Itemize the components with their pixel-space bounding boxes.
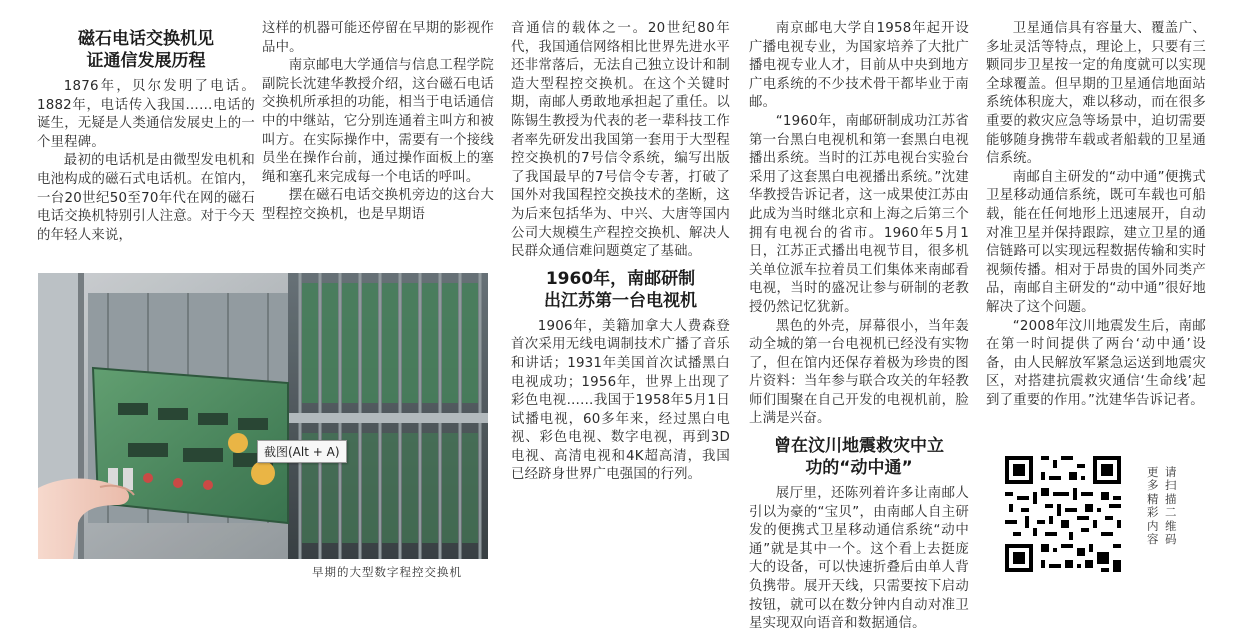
- switchboard-illustration: [38, 273, 488, 559]
- qr-note: [1145, 466, 1181, 566]
- paragraph: 最初的电话机是由微型发电机和电池构成的磁石式电话机。在馆内，一台20世纪50至70年代在网的磁石电话交换机特别引人注意。对于今天的年轻人来说，: [37, 153, 255, 243]
- qr-note-line: 请扫描二维码: [1165, 465, 1177, 547]
- qr-code[interactable]: [1001, 452, 1125, 576]
- paragraph: 南京邮电大学通信与信息工程学院副院长沈建华教授介绍，这台磁石电话交换机所承担的功能，相当于电话通信中的中继站，它分别连通着主叫方和被叫方。在实际操作中，需要有一个接线员坐在操作台前，通过操作面板上的塞绳和塞孔来完成每一个电话的呼叫。: [262, 58, 494, 185]
- paragraph: 1906年，美籍加拿大人费森登首次采用无线电调制技术广播了音乐和讲话；1931年美国首次试播黑白电视成功；1956年，世界上出现了彩色电视……我国于1958年5月1日试播电视，60多年来，经过黑白电视、彩色电视、数字电视，再到3D电视、高清电视和4K超高清，我国已经跻身世界广电强国的行列。: [511, 318, 730, 483]
- paragraph: 音通信的载体之一。20世纪80年代，我国通信网络相比世界先进水平还非常落后，无法自己独立设计和制造大型程控交换机。在这个关键时期，南邮人勇敢地承担起了重任。以陈锡生教授为代表的老一辈科技工作者率先研发出我国第一套用于大型程控交换机的7号信令系统，编写出版了我国最早的7号信令专著，打破了国外对我国程控交换技术的垄断，这为后来包括华为、中兴、大唐等国内公司大规模生产程控交换机、解决人民群众通信难问题奠定了基础。: [511, 21, 730, 260]
- paragraph: 卫星通信具有容量大、覆盖广、多址灵活等特点，理论上，只要有三颗同步卫星按一定的角度就可以实现全球覆盖。但早期的卫星通信地面站系统体积庞大，难以移动，而在很多重要的救灾应急等场景中，迫切需要能够随身携带车载或者船载的卫星通信系统。: [986, 21, 1206, 167]
- paragraph: “2008年汶川地震发生后，南邮在第一时间提供了两台‘动中通’设备，由人民解放军紧急运送到地震灾区，对搭建抗震救灾通信‘生命线’起到了重要的作用。”沈建华告诉记者。: [986, 318, 1206, 408]
- qr-note-line: 更多精彩内容: [1147, 465, 1159, 547]
- paragraph: 1876年，贝尔发明了电话。1882年，电话传入我国……电话的诞生，无疑是人类通信发展史上的一个里程碑。: [37, 79, 255, 150]
- paragraph: 南邮自主研发的“动中通”便携式卫星移动通信系统，既可车载也可船载，能在任何地形上迅速展开，自动对准卫星并保持跟踪，建立卫星的通信链路可以实现远程数据传输和实时视频传播。相对于昂贵的国外同类产品，南邮自主研发的“动中通”很好地解决了这个问题。: [986, 169, 1206, 315]
- screenshot-tooltip: 截图(Alt + A): [257, 440, 347, 463]
- column-5: [986, 20, 1206, 410]
- section-1-headline: 磁石电话交换机见证通信发展历程: [78, 29, 214, 71]
- paragraph: 展厅里，还陈列着许多让南邮人引以为豪的“宝贝”，由南邮人自主研发的便携式卫星移动通信系统“动中通”就是其中一个。这个看上去挺庞大的设备，可以快速折叠后由单人背负携带。展开天线，只需要按下启动按钮，就可以在数分钟内自动对准卫星实现双向语音和数据通信。: [749, 486, 969, 632]
- paragraph: “1960年，南邮研制成功江苏省第一台黑白电视机和第一套黑白电视播出系统。当时的江苏电视台实验台采用了这套黑白电视播出系统。”沈建华教授告诉记者，这一成果使江苏由此成为当时继北京和上海之后第三个拥有电视台的省市。1960年5月1日，江苏正式播出电视节目，很多机关单位派车拉着员工们集体来南邮看电视，当时的盛况让参与研制的老教授仍然记忆犹新。: [749, 113, 969, 315]
- paragraph: 黑色的外壳，屏幕很小，当年轰动全城的第一台电视机已经没有实物了，但在馆内还保存着极为珍贵的图片资料：当年参与联合攻关的年轻教师们围聚在自己开发的电视机前，脸上满是兴奋。: [749, 318, 969, 427]
- column-2: [262, 20, 494, 225]
- paragraph: 这样的机器可能还停留在早期的影视作品中。: [262, 21, 494, 55]
- paragraph: 南京邮电大学自1958年起开设广播电视专业，为国家培养了大批广播电视专业人才，目前从中央到地方广电系统的不少技术骨干都毕业于南邮。: [749, 21, 969, 111]
- photo-caption: 早期的大型数字程控交换机: [312, 565, 462, 579]
- column-3: [511, 20, 730, 485]
- section-2-headline: 1960年，南邮研制出江苏第一台电视机: [544, 268, 697, 311]
- column-4: [749, 20, 969, 634]
- paragraph: 摆在磁石电话交换机旁边的这台大型程控交换机，也是早期语: [262, 188, 494, 222]
- section-3-headline: 曾在汶川地震救灾中立功的“动中通”: [774, 436, 944, 479]
- qr-code-image: [1001, 452, 1125, 576]
- switchboard-photo: [38, 273, 488, 559]
- column-1: [37, 28, 255, 245]
